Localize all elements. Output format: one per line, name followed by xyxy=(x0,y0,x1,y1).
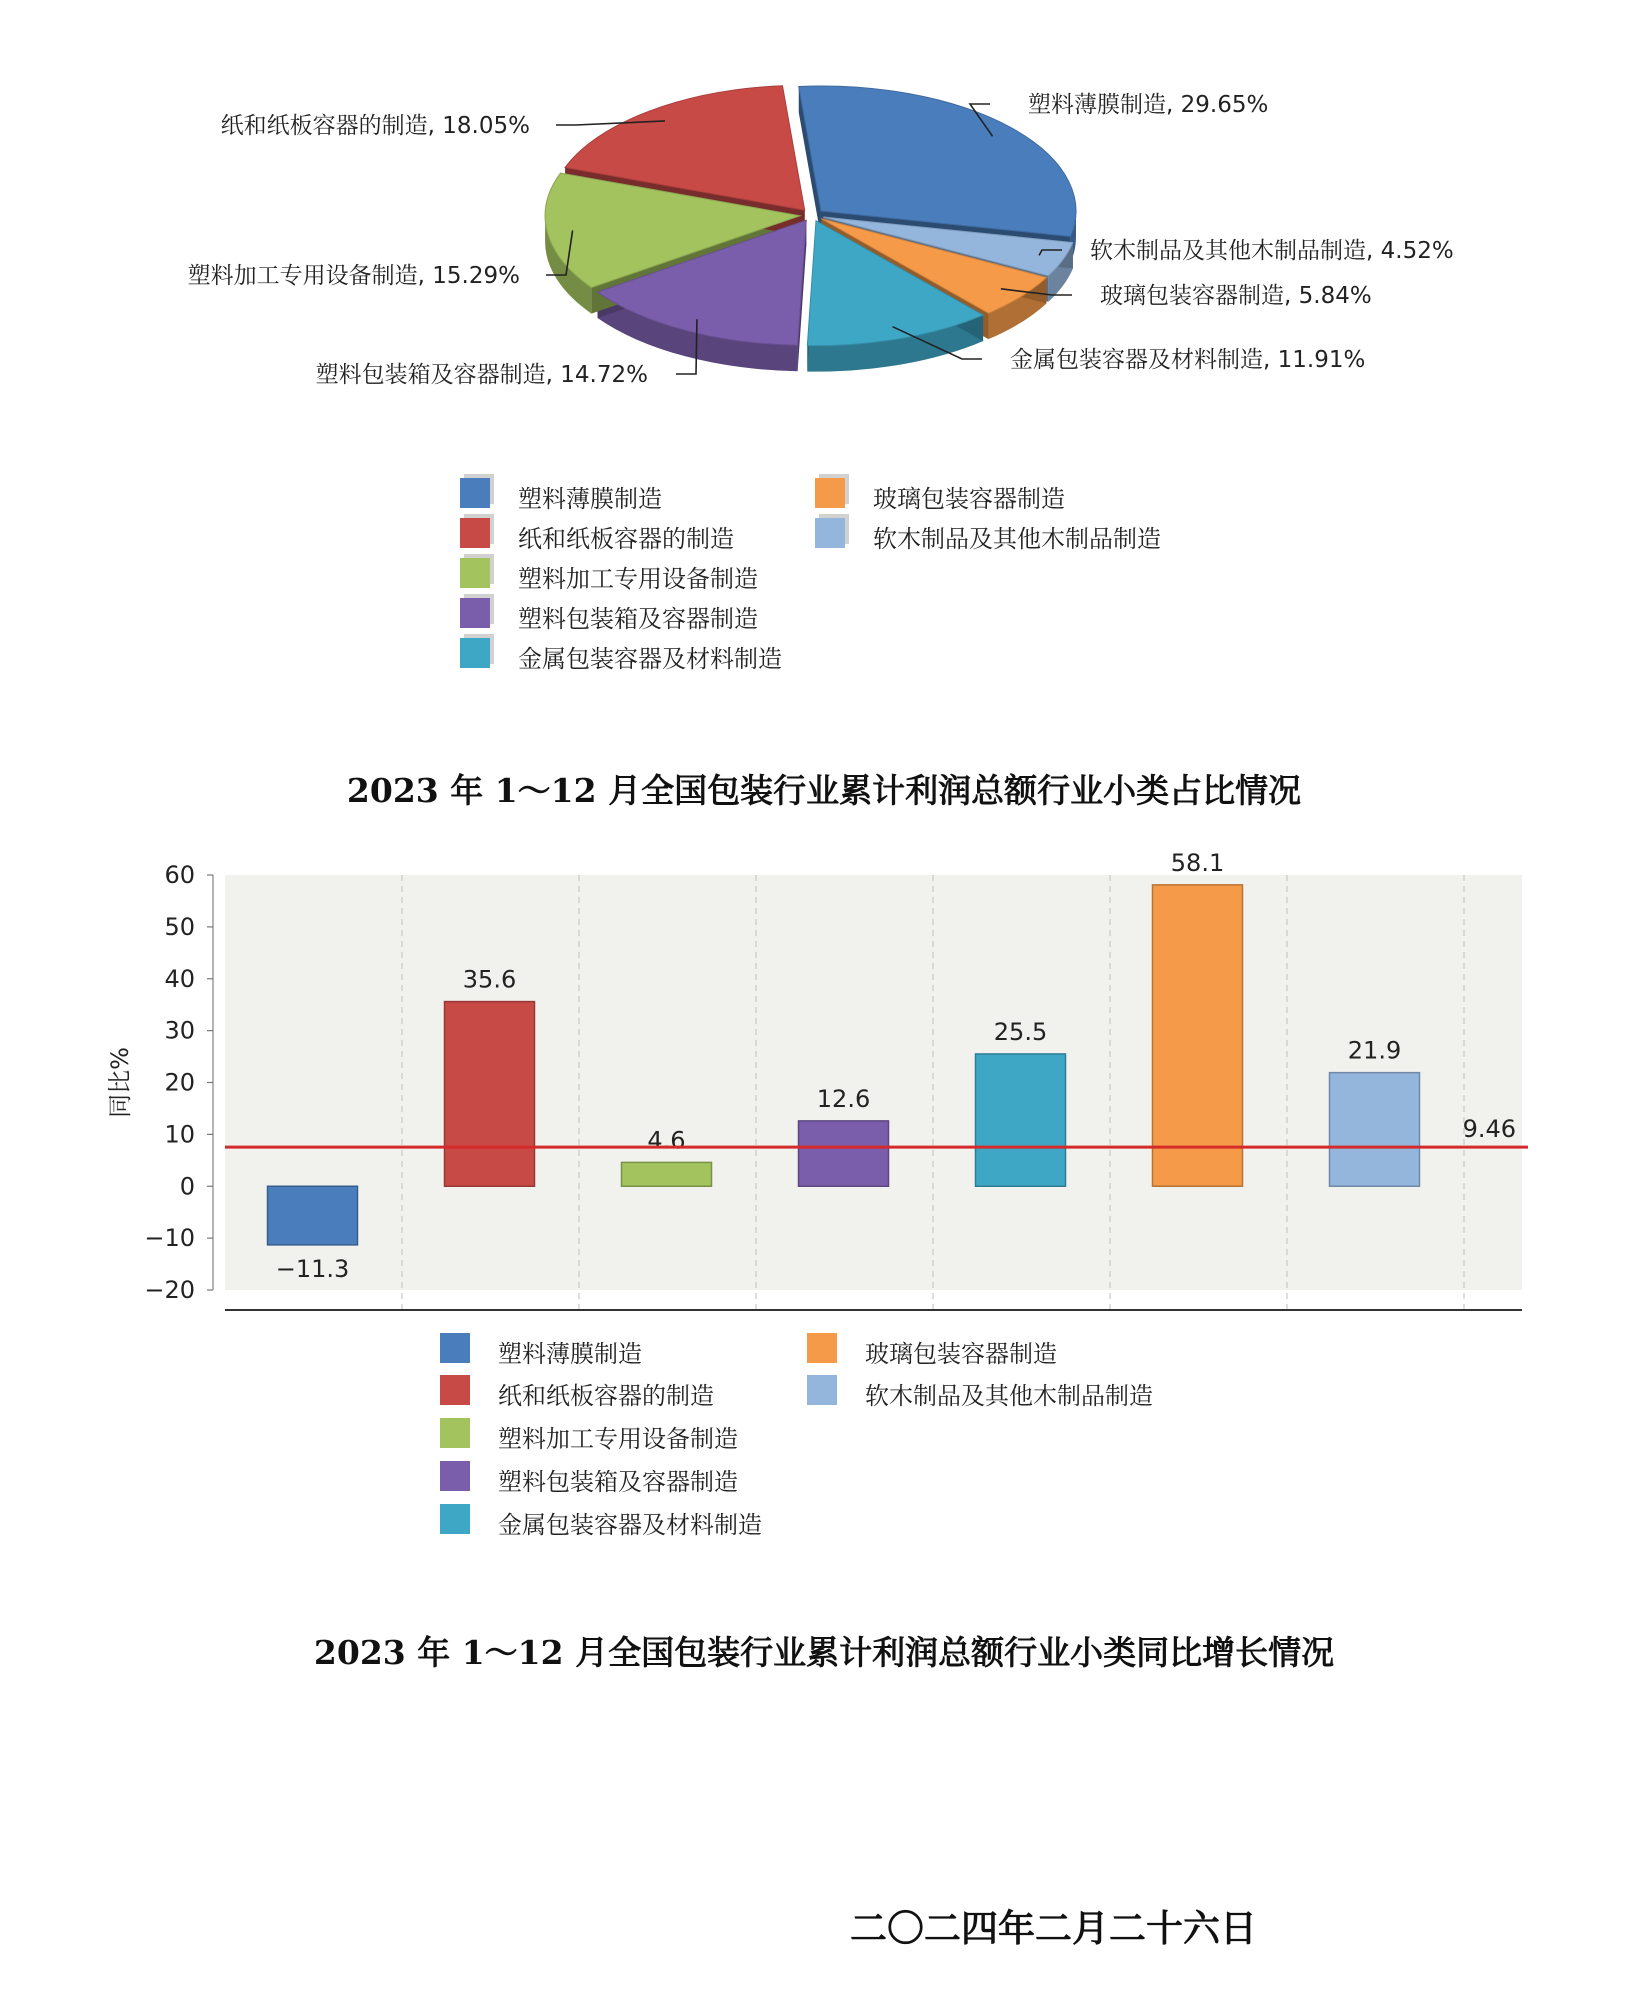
legend-swatch xyxy=(460,558,490,588)
y-tick-label: 20 xyxy=(164,1068,195,1097)
pie-slice-label: 金属包装容器及材料制造, 11.91% xyxy=(1010,347,1366,373)
pie-slice-label: 纸和纸板容器的制造, 18.05% xyxy=(220,113,530,139)
plot-area xyxy=(225,875,1522,1290)
bar-value-label: 25.5 xyxy=(993,1017,1048,1046)
y-tick-label: −20 xyxy=(144,1276,195,1304)
legend-label: 纸和纸板容器的制造 xyxy=(498,1382,714,1410)
legend-label: 金属包装容器及材料制造 xyxy=(518,645,782,673)
bar-legend xyxy=(440,1333,1240,1553)
bar xyxy=(445,1002,535,1187)
bar xyxy=(799,1121,889,1186)
legend-swatch xyxy=(460,518,490,548)
bar-value-label: 12.6 xyxy=(816,1084,871,1113)
y-tick-label: 30 xyxy=(164,1016,195,1045)
bar xyxy=(1330,1073,1420,1187)
legend-swatch xyxy=(440,1504,470,1534)
bar xyxy=(976,1054,1066,1186)
y-tick-label: 0 xyxy=(179,1172,195,1201)
bar xyxy=(622,1162,712,1186)
bar-chart-title: 2023 年 1～12 月全国包装行业累计利润总额行业小类同比增长情况 xyxy=(313,1633,1335,1672)
legend-swatch xyxy=(815,518,845,548)
legend-swatch xyxy=(807,1333,837,1363)
bar xyxy=(1153,885,1243,1186)
legend-swatch xyxy=(460,598,490,628)
legend-swatch xyxy=(440,1418,470,1448)
y-tick-label: 60 xyxy=(164,861,195,889)
legend-label: 纸和纸板容器的制造 xyxy=(518,525,734,553)
pie-slice-label: 塑料薄膜制造, 29.65% xyxy=(1028,92,1269,118)
reference-line-label: 9.46 xyxy=(1462,1115,1516,1144)
legend-swatch xyxy=(440,1375,470,1405)
y-axis-label: 同比% xyxy=(106,1047,134,1118)
y-tick-label: 50 xyxy=(164,912,195,941)
legend-swatch xyxy=(440,1333,470,1363)
bar-value-label: 58.1 xyxy=(1170,848,1225,877)
bar-value-label: 21.9 xyxy=(1347,1036,1402,1065)
legend-label: 金属包装容器及材料制造 xyxy=(498,1511,762,1539)
pie-chart xyxy=(0,0,1648,460)
pie-slice-label: 软木制品及其他木制品制造, 4.52% xyxy=(1090,238,1454,264)
pie-legend xyxy=(460,478,1260,678)
bar-value-label: 4.6 xyxy=(647,1126,686,1155)
bar xyxy=(268,1186,358,1245)
legend-label: 软木制品及其他木制品制造 xyxy=(865,1382,1153,1410)
legend-swatch xyxy=(460,638,490,668)
pie-chart-title: 2023 年 1～12 月全国包装行业累计利润总额行业小类占比情况 xyxy=(346,771,1302,810)
legend-label: 塑料薄膜制造 xyxy=(518,485,662,513)
pie-slice-label: 玻璃包装容器制造, 5.84% xyxy=(1100,283,1372,309)
y-tick-label: 40 xyxy=(164,964,195,993)
legend-swatch xyxy=(460,478,490,508)
bar-value-label: −11.3 xyxy=(275,1254,350,1283)
pie-slice-label: 塑料包装箱及容器制造, 14.72% xyxy=(315,362,648,388)
legend-label: 塑料包装箱及容器制造 xyxy=(518,605,758,633)
legend-label: 塑料薄膜制造 xyxy=(498,1340,642,1368)
document-date: 二〇二四年二月二十六日 xyxy=(850,1906,1257,1950)
legend-label: 塑料包装箱及容器制造 xyxy=(498,1468,738,1496)
legend-label: 塑料加工专用设备制造 xyxy=(518,565,758,593)
y-tick-label: 10 xyxy=(164,1120,195,1149)
legend-label: 塑料加工专用设备制造 xyxy=(498,1425,738,1453)
legend-label: 玻璃包装容器制造 xyxy=(865,1340,1057,1368)
legend-swatch xyxy=(440,1461,470,1491)
y-tick-label: −10 xyxy=(144,1224,195,1253)
bar-value-label: 35.6 xyxy=(462,965,517,994)
bar-chart xyxy=(0,840,1648,1320)
legend-label: 玻璃包装容器制造 xyxy=(873,485,1065,513)
legend-swatch xyxy=(815,478,845,508)
legend-swatch xyxy=(807,1375,837,1405)
pie-slice-label: 塑料加工专用设备制造, 15.29% xyxy=(187,263,520,289)
legend-label: 软木制品及其他木制品制造 xyxy=(873,525,1161,553)
